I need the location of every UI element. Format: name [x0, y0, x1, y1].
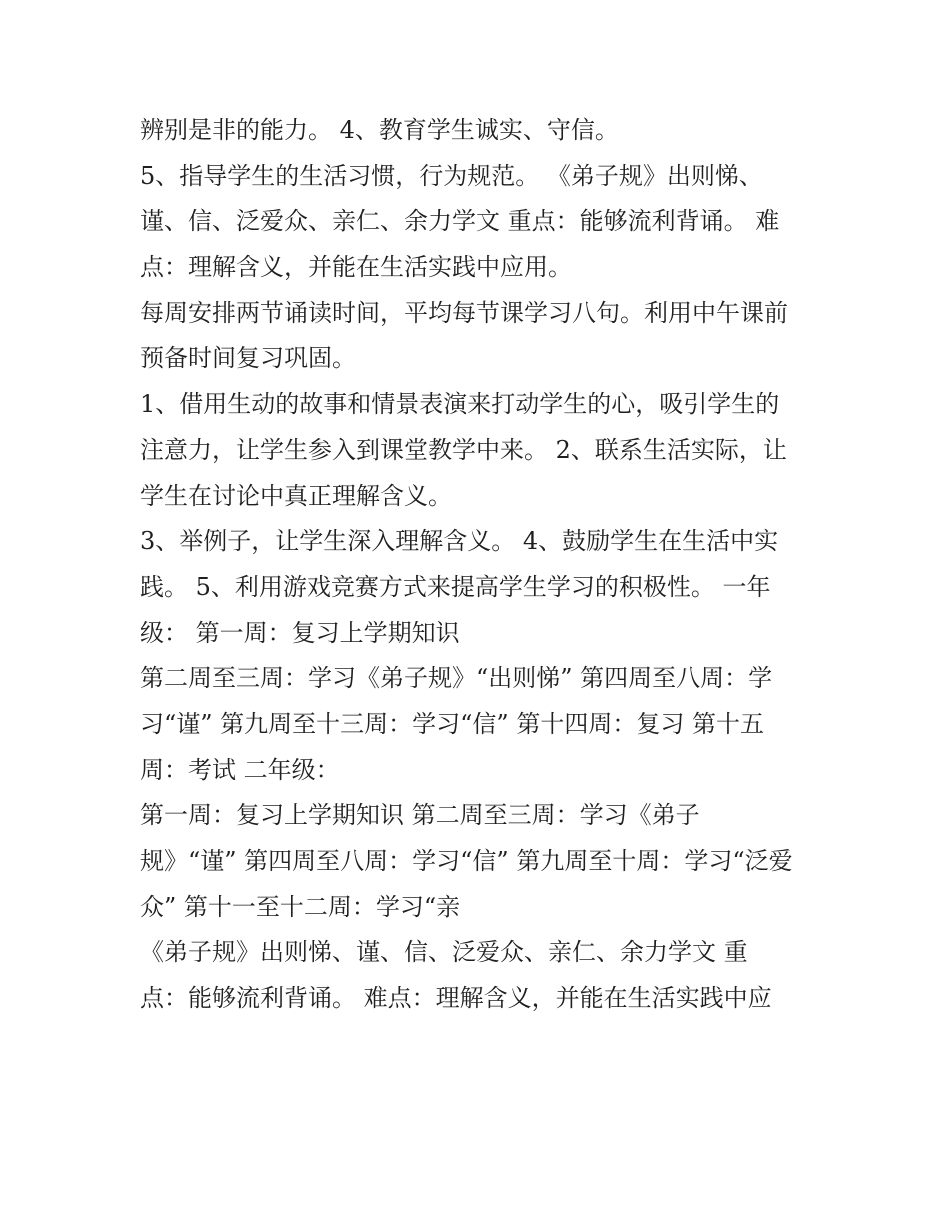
text-line: 学生在讨论中真正理解含义。	[140, 481, 452, 510]
text-line: 点：理解含义，并能在生活实践中应用。	[140, 253, 572, 282]
text-line: 第二周至三周：学习《弟子规》“出则悌” 第四周至八周：学	[140, 664, 773, 693]
text-line: 3、举例子，让学生深入理解含义。 4、鼓励学生在生活中实	[140, 527, 779, 556]
text-line: 《弟子规》出则悌、谨、信、泛爱众、亲仁、余力学文 重	[140, 938, 748, 967]
text-line: 习“谨” 第九周至十三周：学习“信” 第十四周：复习 第十五	[140, 709, 764, 738]
text-line: 众” 第十一至十二周：学习“亲	[140, 892, 461, 921]
text-line: 践。 5、利用游戏竞赛方式来提高学生学习的积极性。 一年	[140, 572, 771, 601]
document-body	[140, 108, 820, 1022]
text-line: 规》“谨” 第四周至八周：学习“信” 第九周至十周：学习“泛爱	[140, 847, 793, 875]
text-line: 点：能够流利背诵。 难点：理解含义，并能在生活实践中应	[140, 984, 772, 1013]
text-line: 5、指导学生的生活习惯，行为规范。 《弟子规》出则悌、	[140, 161, 763, 190]
text-line: 谨、信、泛爱众、亲仁、余力学文 重点：能够流利背诵。 难	[140, 207, 780, 236]
text-line: 级： 第一周：复习上学期知识	[140, 618, 460, 647]
text-line: 辨别是非的能力。 4、教育学生诚实、守信。	[140, 116, 619, 144]
text-line: 预备时间复习巩固。	[140, 344, 356, 373]
text-line: 每周安排两节诵读时间，平均每节课学习八句。利用中午课前	[140, 298, 788, 327]
text-line: 第一周：复习上学期知识 第二周至三周：学习《弟子	[140, 801, 700, 830]
text-line: 1、借用生动的故事和情景表演来打动学生的心，吸引学生的	[140, 390, 780, 419]
text-line: 周：考试 二年级：	[140, 755, 340, 784]
text-line: 注意力，让学生参入到课堂教学中来。 2、联系生活实际，让	[140, 435, 787, 464]
